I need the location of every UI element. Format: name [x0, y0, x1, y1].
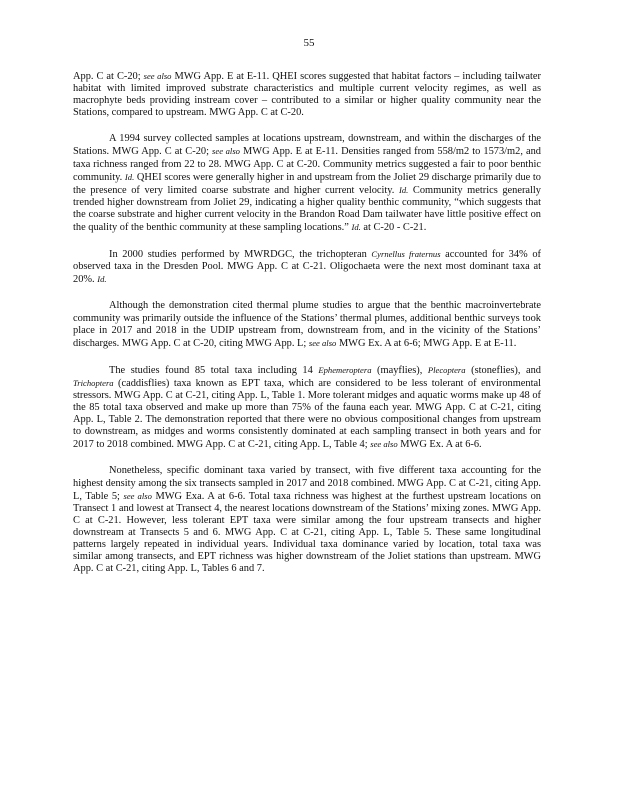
paragraph-5: The studies found 85 total taxa including 14 Ephemeroptera (mayflies), Plecoptera (stoneflies), and Trichoptera (caddisflies) taxa known as EPT taxa, which are considered to be less tolerant of environmental stressors. MWG App. C at C-21, citing App. L, Table 1. More tolerant midges and aquatic worms make up 48 of the 85 total taxa observed and make up more than 75% of the fauna each year. MWG App. C at C-21, citing App. L, Table 2. The demonstration reported that there were no obvious compositional changes from upstream to downstream, as midges and worms consistently dominated at each sampling transect in both years and for 2017 to 2018 combined. MWG App. C at C-21, citing App. L, Table 4; see also MWG Ex. A at 6-6.: [73, 364, 541, 451]
italic-citation-text: see also: [308, 337, 337, 348]
italic-citation-text: Id.: [351, 222, 361, 233]
italic-citation-text: Cyrnellus fraternus: [371, 249, 441, 260]
italic-citation-text: Trichoptera: [73, 377, 114, 388]
paragraph-2: A 1994 survey collected samples at locations upstream, downstream, and within the discharges of the Stations. MWG App. C at C-20; see also MWG App. E at E-11. Densities ranged from 558/m2 to 1573/m2, and taxa richness ranged from 22 to 28. MWG App. C at C-20. Community metrics suggested a fair to poor benthic community. Id. QHEI scores were generally higher in and upstream from the Joliet 29 discharge primarily due to the presence of very limited coarse substrate and higher current velocity. Id. Community metrics generally trended higher downstream from Joliet 29, indicating a higher quality benthic community, “which suggests that the coarse substrate and higher current velocity in the Brandon Road Dam tailwater have little positive effect on the quality of the benthic community at these sampling locations.” Id. at C-20 - C-21.: [73, 133, 541, 234]
document-body: [73, 70, 541, 589]
paragraph-6: Nonetheless, specific dominant taxa varied by transect, with five different taxa accounting for the highest density among the six transects sampled in 2017 and 2018 combined. MWG App. C at C-21, citing App. L, Table 5; see also MWG Exa. A at 6-6. Total taxa richness was highest at the furthest upstream locations on Transect 1 and lowest at Transect 4, the nearest locations downstream of the Stations’ mixing zones. MWG App. C at C-21. However, less tolerant EPT taxa were similar among the four upstream transects and higher downstream at Transects 5 and 6. MWG App. C at C-21, citing App. L, Table 5. These same longitudinal patterns largely repeated in individual years. Individual taxa dominance varied by location, total taxa was similar among transects, and EPT richness was higher downstream of the Joliet stations than upstream. MWG App. C at C-21, citing App. L, Tables 6 and 7.: [73, 465, 542, 575]
italic-citation-text: Id.: [124, 171, 135, 182]
italic-citation-text: see also: [370, 439, 398, 450]
paragraph-3: In 2000 studies performed by MWRDGC, the trichopteran Cyrnellus fraternus accounted for 34% of observed taxa in the Dresden Pool. MWG App. C at C-21. Oligochaeta were the next most dominant taxa at 20%. Id.: [73, 249, 542, 286]
paragraph-1: App. C at C-20; see also MWG App. E at E-11. QHEI scores suggested that habitat factors – including tailwater habitat with limited improved substrate characteristics and multiple current velocity regimes, as well as macrophyte beds providing instream cover – contributed to a similar or higher quality community near the Stations, compared to upstream. MWG App. C at C-20.: [73, 71, 541, 119]
italic-citation-text: Plecoptera: [427, 364, 466, 375]
italic-citation-text: Ephemeroptera: [318, 364, 372, 375]
paragraph-4: Although the demonstration cited thermal plume studies to argue that the benthic macroinvertebrate community was primarily outside the influence of the Stations’ thermal plumes, additional benthic surveys took place in 2017 and 2018 in the UDIP upstream from, downstream from, and in the vicinity of the Stations’ discharges. MWG App. C at C-20, citing MWG App. L; see also MWG Ex. A at 6-6; MWG App. E at E-11.: [73, 300, 541, 349]
italic-citation-text: Id.: [97, 274, 107, 285]
italic-citation-text: see also: [123, 490, 152, 501]
italic-citation-text: see also: [212, 146, 240, 157]
italic-citation-text: see also: [143, 71, 172, 81]
page-number: 55: [303, 37, 315, 49]
italic-citation-text: Id.: [399, 184, 409, 195]
